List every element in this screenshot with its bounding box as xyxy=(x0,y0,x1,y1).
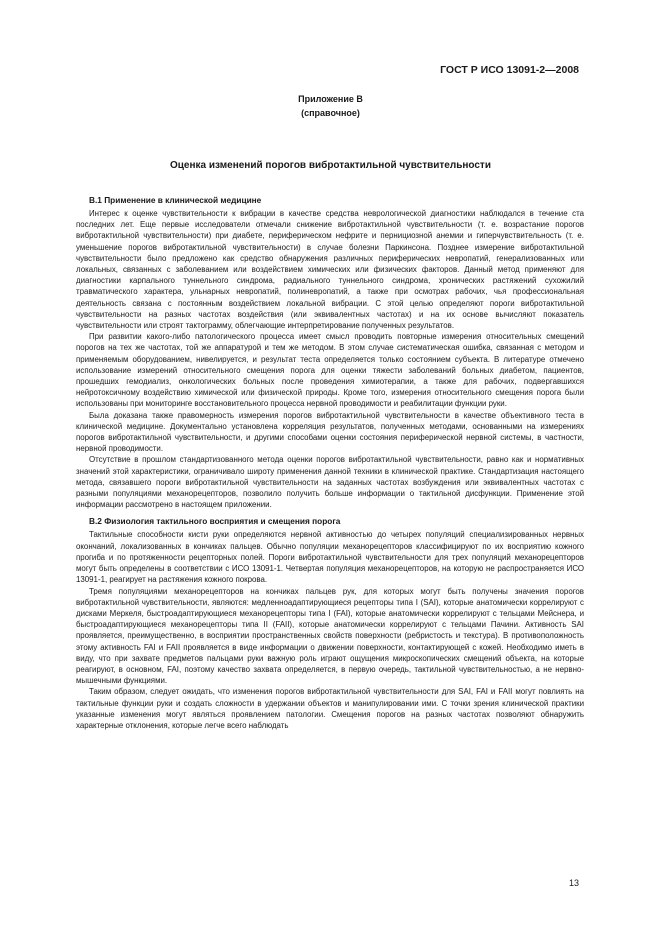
document-title: Оценка изменений порогов вибротактильной чувствительности xyxy=(170,160,491,171)
paragraph: Интерес к оценке чувствительности к вибрации в качестве средства неврологической диагностики наблюдался в течение ста последних лет. Еще первые исследователи отмечали снижение вибротактильной чувствительности (т. е. возрастание порогов вибротактильной чувствительности) при диабете, периферическом нефрите и пернициозной анемии и гиперчувствительность (т. е. уменьшение порогов вибротактильной чувствительности) в случае болезни Паркинсона. Позднее измерение вибротактильной чувствительности было предложено как средство обнаружения различных периферических невропатий, генерализованных или локальных, связанных с заболеванием или воздействием химических или физических факторов. Данный метод применяют для диагностики карпального туннельного синдрома, радиального туннельного синдрома, хронических растяжений сухожилий травматического характера, ульнарных невропатий, полиневропатий, а также при осмотрах рабочих, чья профессиональная деятельность связана с постоянным воздействием локальной вибрации. С этой целью определяют пороги вибротактильной чувствительности на разных частотах воздействия (или эквивалентных частотах) и на их основе вычисляют показатель чувствительности или строят тактограмму, облегчающие интерпретирование полученных результатов. xyxy=(76,209,584,331)
page-number: 13 xyxy=(568,878,579,888)
section-heading: В.2 Физиология тактильного восприятия и смещения порога xyxy=(89,516,341,527)
section-heading: В.1 Применение в клинической медицине xyxy=(89,195,262,205)
document-body xyxy=(76,194,584,731)
paragraph: Была доказана также правомерность измерения порогов вибротактильной чувствительности в качестве объективного теста в клинической медицине. Документально установлена корреляция результатов, полученных методами, основанными на измерениях порогов вибротактильной чувствительности, и другими способами оценки состояния периферической нервной системы, в частности, нервной проводимости. xyxy=(76,410,584,454)
annex-subtitle: (справочное) xyxy=(301,108,360,118)
standard-code: ГОСТ Р ИСО 13091-2—2008 xyxy=(440,64,579,76)
paragraph: Таким образом, следует ожидать, что изменения порогов вибротактильной чувствительности для SAI, FAI и FAII могут повлиять на тактильные функции руки и создать сложности в удержании объектов и манипулировании ими. С точки зрения клинической практики указанные изменения могут являться проявлением патологии. Смещения порогов на разных частотах позволяют обнаружить характерные отклонения, которые легче всего наблюдать xyxy=(76,687,584,730)
paragraph: Отсутствие в прошлом стандартизованного метода оценки порогов вибротактильной чувствительности, равно как и нормативных значений этой характеристики, ограничивало широту применения данной техники в клинической практике. Стандартизация настоящего метода, связавшего пороги вибротактильной чувствительности на заданных частотах возбуждения или эквивалентных частотах с разными популяциями механорецепторов, позволило получить больше информации о тактильной дисфункции. Применение этой информации рассмотрено в настоящем приложении. xyxy=(76,455,584,510)
annex-title: Приложение В xyxy=(298,94,363,104)
paragraph: Тактильные способности кисти руки определяются нервной активностью до четырех популяций специализированных нервных окончаний, локализованных в кончиках пальцев. Обычно популяции механорецепторов классифицируют по их восприятию кожного прогиба и по протяженности рецепторных полей. Пороги вибротактильной чувствительности для трех популяций механорецепторов могут быть определены в соответствии с ИСО 13091-1. Четвертая популяция механорецепторов, на которую не распространяется ИСО 13091-1, реагирует на растяжения кожного покрова. xyxy=(76,530,584,585)
paragraph: Тремя популяциями механорецепторов на кончиках пальцев рук, для которых могут быть получены значения порогов вибротактильной чувствительности, являются: медленноадаптирующиеся рецепторы типа I (SAI), которые анатомически коррелируют с дисками Меркеля, быстроадаптирующиеся механорецепторы типа I (FAI), которые анатомически коррелируют с тельцами Мейснера, и быстроадаптирующиеся механорецепторы типа II (FAII), которые анатомически коррелируют с тельцами Пачини. Активность SAI проявляется, преимущественно, в восприятии пространственных свойств поверхности (ребристость и текстура). В противоположность этому активность FAI и FAII проявляется в виде информации о движении поверхности, контактирующей с кожей. Необходимо иметь в виду, что при захвате предметов пальцами руки важную роль играют ощущения микроскопических смещений объекта, на которые реагируют, в основном, FAI, поэтому качество захвата определяется, в первую очередь, тактильной чувствительностью, а не нервно-мышечными функциями. xyxy=(76,586,584,686)
paragraph: При развитии какого-либо патологического процесса имеет смысл проводить повторные измерения относительных смещений порогов на тех же частотах, той же аппаратурой и тем же методом. В этом случае систематическая ошибка, связанная с методом и применяемым оборудованием, нивелируется, и результат теста определяется только состоянием субъекта. В литературе отмечено использование измерений относительного смещения порога для оценки тяжести заболеваний больных диабетом, пациентов, прошедших гемодиализ, онкологических больных после проведения химиотерапии, а также для рабочих, подвергавшихся нейротоксичному воздействию химической или физической природы. Кроме того, измерения относительного смещения порога были использованы при мониторинге восстановительного процесса нервной проводимости и реабилитации функции руки. xyxy=(76,332,584,409)
